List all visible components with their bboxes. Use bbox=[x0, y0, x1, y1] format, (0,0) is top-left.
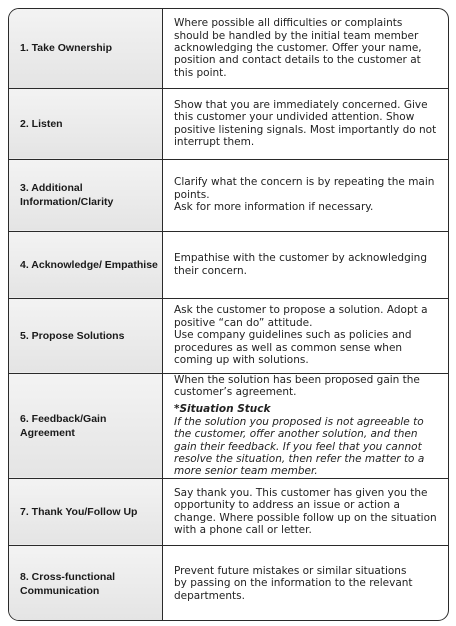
step-label: 2. Listen bbox=[9, 88, 163, 159]
step-description bbox=[163, 478, 449, 545]
step-label: 4. Acknowledge/ Empathise bbox=[9, 231, 163, 298]
step-description bbox=[163, 159, 449, 231]
table-row bbox=[9, 88, 448, 159]
description-text: by passing on the information to the relevant departments. bbox=[174, 577, 413, 602]
complaint-handling-table bbox=[9, 9, 448, 621]
description-text: Clarify what the concern is by repeating the main points. bbox=[174, 176, 435, 201]
description-text: When the solution has been proposed gain the customer’s agreement. bbox=[174, 373, 420, 398]
description-text: Ask the customer to propose a solution. Adopt a positive “can do” attitude. bbox=[174, 304, 428, 329]
step-label: 1. Take Ownership bbox=[9, 9, 163, 88]
step-label: 7. Thank You/Follow Up bbox=[9, 478, 163, 545]
description-text: Use company guidelines such as policies and procedures as well as common sense when coming up with solutions. bbox=[174, 329, 412, 367]
step-description bbox=[163, 298, 449, 373]
description-text: Ask for more information if necessary. bbox=[174, 201, 374, 214]
step-label: 3. Additional Information/Clarity bbox=[9, 159, 163, 231]
table-row bbox=[9, 298, 448, 373]
step-description bbox=[163, 9, 449, 88]
description-text: Where possible all difficulties or complaints should be handled by the initial team member acknowledging the customer. Offer your name, position and contact details to the customer at this point. bbox=[174, 17, 422, 79]
table-row bbox=[9, 373, 448, 478]
table-row bbox=[9, 159, 448, 231]
description-text: Empathise with the customer by acknowledging their concern. bbox=[174, 252, 427, 277]
description-text: Prevent future mistakes or similar situations bbox=[174, 564, 407, 577]
step-description bbox=[163, 373, 449, 478]
step-description bbox=[163, 231, 449, 298]
complaint-handling-table-frame bbox=[8, 8, 449, 621]
description-text: Say thank you. This customer has given you the opportunity to address an issue or action a change. Where possible follow up on the situation with a phone call or letter. bbox=[174, 486, 437, 537]
step-label: 8. Cross-functional Communication bbox=[9, 545, 163, 621]
table-row bbox=[9, 231, 448, 298]
step-description bbox=[163, 88, 449, 159]
table-row bbox=[9, 478, 448, 545]
table-row bbox=[9, 9, 448, 88]
description-text: Show that you are immediately concerned. Give this customer your undivided attention. Show positive listening signals. Most importantly do not interrupt them. bbox=[174, 98, 437, 148]
step-description bbox=[163, 545, 449, 621]
situation-stuck-text: If the solution you proposed is not agreeable to the customer, offer another solution, and then gain their feedback. If you feel that you cannot resolve the situation, then refer the matter to a more senior team member. bbox=[174, 415, 425, 478]
step-label: 6. Feedback/Gain Agreement bbox=[9, 373, 163, 478]
situation-stuck-heading: *Situation Stuck bbox=[174, 403, 271, 416]
step-label: 5. Propose Solutions bbox=[9, 298, 163, 373]
table-row bbox=[9, 545, 448, 621]
